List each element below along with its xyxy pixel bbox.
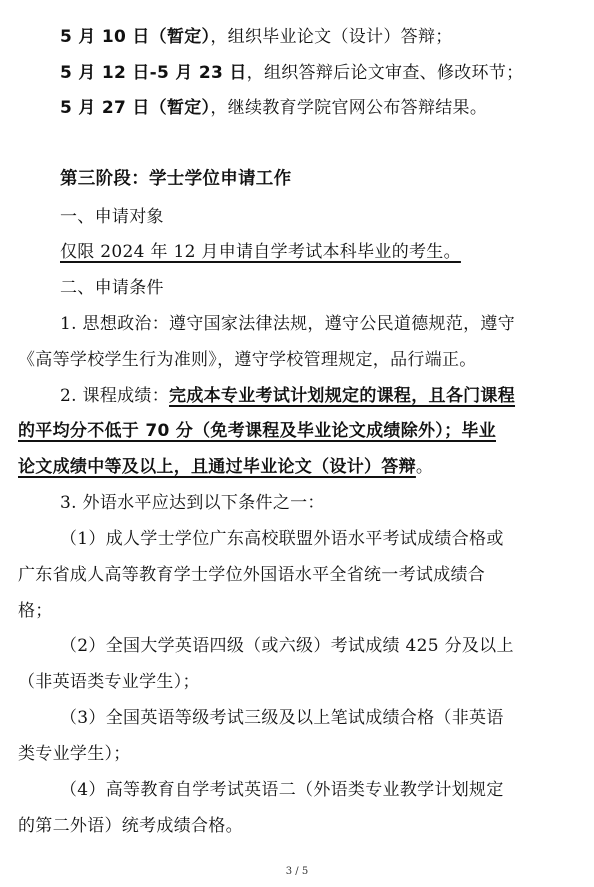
- option4-line1: （4）高等教育自学考试英语二（外语类专业教学计划规定: [60, 780, 504, 800]
- section1-text: 仅限 2024 年 12 月申请自学考试本科毕业的考生。: [60, 242, 461, 262]
- schedule-date-2: 5 月 12 日-5 月 23 日: [60, 63, 247, 83]
- condition2-line2: [18, 416, 496, 441]
- schedule-line-3: [60, 93, 487, 118]
- schedule-line-1: [60, 22, 453, 47]
- condition2-prefix: 2. 课程成绩：: [60, 386, 170, 406]
- page-number: 3 / 5: [285, 866, 309, 877]
- option1-line1: （1）成人学士学位广东高校联盟外语水平考试成绩合格或: [60, 529, 504, 549]
- condition1-line1: 1. 思想政治：遵守国家法律法规，遵守公民道德规范，遵守: [60, 314, 516, 334]
- option2-line1: （2）全国大学英语四级（或六级）考试成绩 425 分及以上: [60, 636, 514, 656]
- schedule-date-3: 5 月 27 日（暂定）: [60, 98, 211, 118]
- condition3-intro: 3. 外语水平应达到以下条件之一：: [60, 493, 325, 513]
- condition1-line2: 《高等学校学生行为准则》，遵守学校管理规定，品行端正。: [18, 350, 477, 370]
- condition2-line1: [60, 381, 515, 406]
- condition2-bold-2: 的平均分不低于 70 分（免考课程及毕业论文成绩除外）；毕业: [18, 421, 496, 441]
- section2-title: 二、申请条件: [60, 278, 164, 298]
- option3-line1: （3）全国英语等级考试三级及以上笔试成绩合格（非英语: [60, 708, 504, 728]
- section1-title: 一、申请对象: [60, 207, 164, 227]
- condition2-bold-3: 论文成绩中等及以上，且通过毕业论文（设计）答辩: [18, 457, 416, 477]
- schedule-text-1: ，组织毕业论文（设计）答辩；: [210, 27, 453, 47]
- condition2-bold-1: 完成本专业考试计划规定的课程，且各门课程: [169, 386, 516, 406]
- option3-line2: 类专业学生）；: [18, 744, 131, 764]
- condition2-line3: [18, 452, 433, 477]
- stage3-title: 第三阶段：学士学位申请工作: [60, 169, 292, 189]
- schedule-date-1: 5 月 10 日（暂定）: [60, 27, 211, 47]
- option4-line2: 的第二外语）统考成绩合格。: [18, 816, 243, 836]
- schedule-text-3: ，继续教育学院官网公布答辩结果。: [210, 98, 488, 118]
- option1-line3: 格；: [18, 601, 53, 621]
- option2-line2: （非英语类专业学生）；: [18, 672, 200, 692]
- option1-line2: 广东省成人高等教育学士学位外国语水平全省统一考试成绩合: [18, 565, 486, 585]
- schedule-line-2: [60, 58, 523, 83]
- condition2-end: 。: [415, 457, 434, 477]
- schedule-text-2: ，组织答辩后论文审查、修改环节；: [246, 63, 524, 83]
